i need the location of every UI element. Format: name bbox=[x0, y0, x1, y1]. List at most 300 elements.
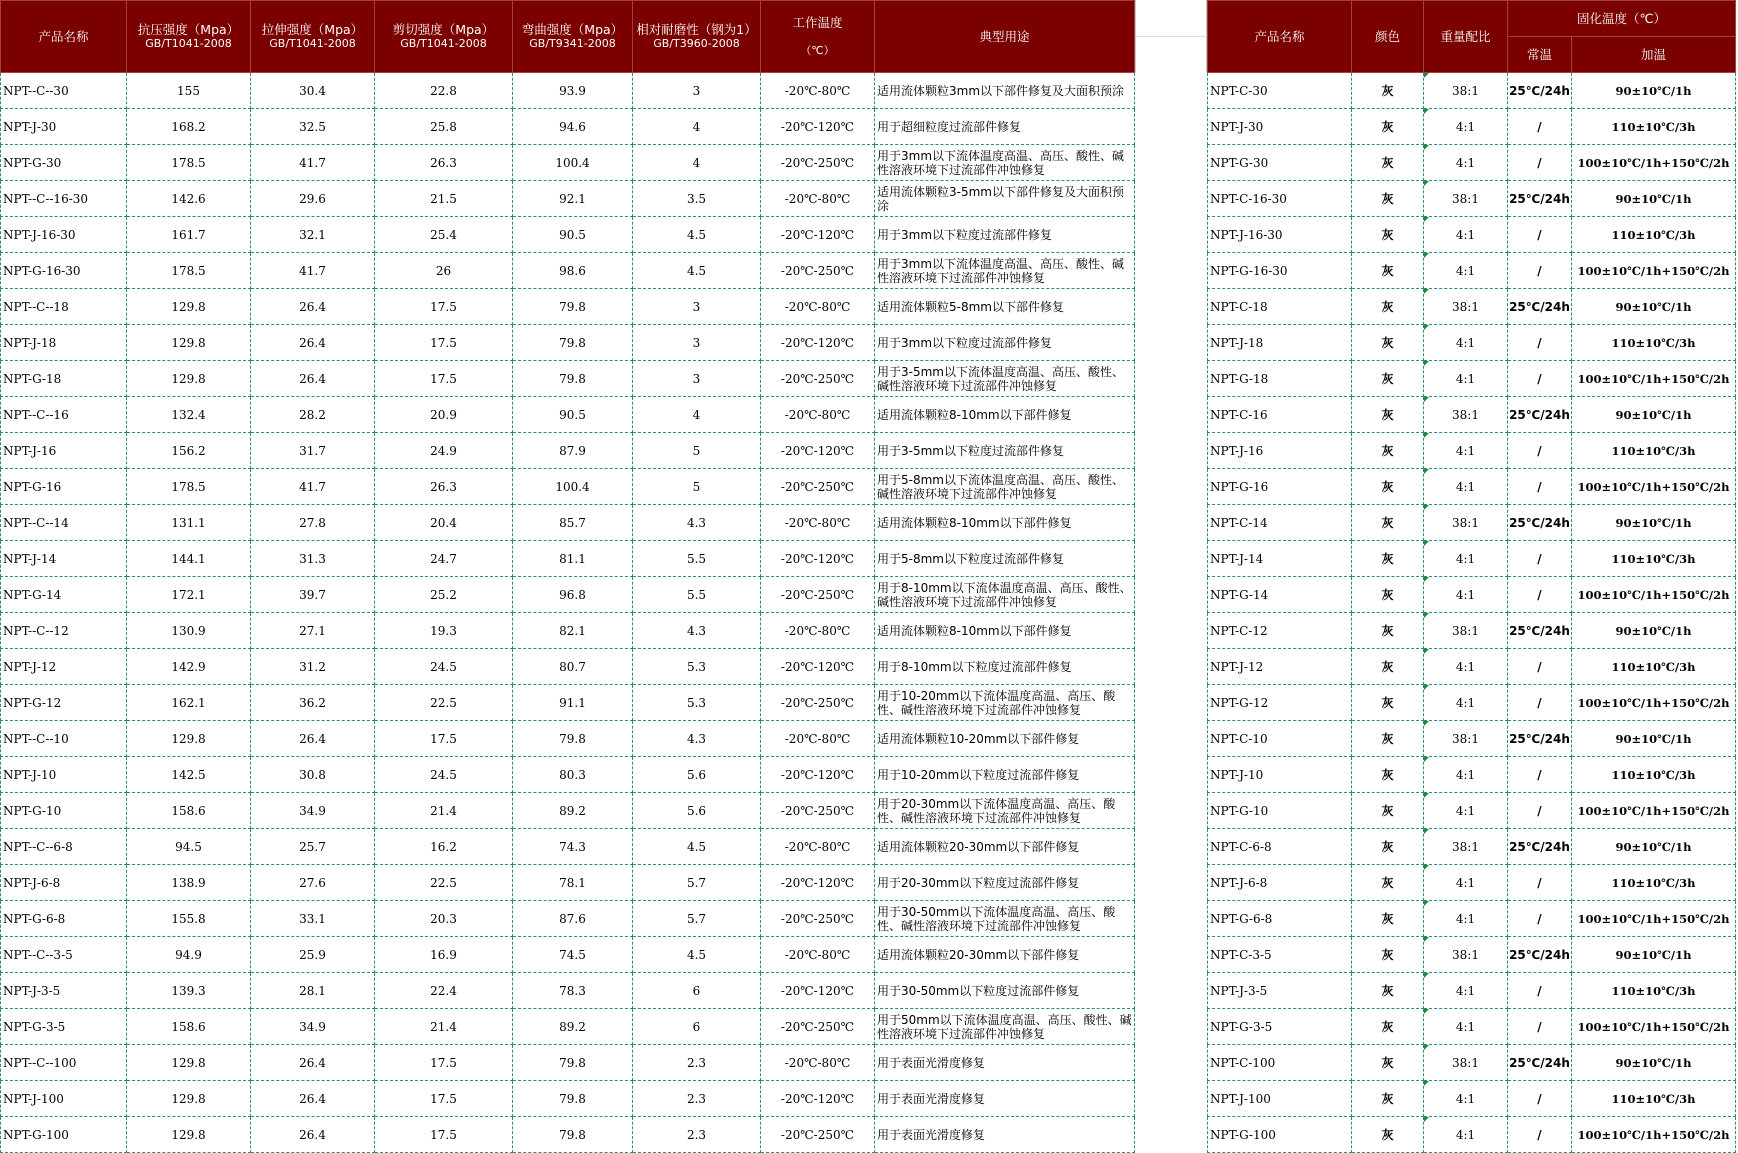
cell-heat-cure: 90±10℃/1h bbox=[1572, 937, 1736, 973]
spec-row bbox=[1, 1081, 1135, 1117]
cell-product-name: NPT--C--12 bbox=[1, 613, 127, 649]
cell-shear: 25.8 bbox=[375, 109, 513, 145]
cell-weight-ratio: 38:1 bbox=[1424, 289, 1508, 325]
cell-heat-cure: 100±10℃/1h+150℃/2h bbox=[1572, 577, 1736, 613]
cell-tensile: 26.4 bbox=[251, 1081, 375, 1117]
cell-tensile: 41.7 bbox=[251, 469, 375, 505]
spec-row bbox=[1, 397, 1135, 433]
cell-product-name: NPT-J-30 bbox=[1, 109, 127, 145]
cell-shear: 17.5 bbox=[375, 361, 513, 397]
spec-header-row bbox=[1, 1, 1135, 73]
curing-row bbox=[1208, 325, 1736, 361]
curing-row bbox=[1208, 361, 1736, 397]
cell-room-cure: / bbox=[1508, 685, 1572, 721]
cell-typical-use: 用于20-30mm以下粒度过流部件修复 bbox=[875, 865, 1135, 901]
spec-row bbox=[1, 325, 1135, 361]
cell-heat-cure: 100±10℃/1h+150℃/2h bbox=[1572, 1009, 1736, 1045]
cell-weight-ratio: 4:1 bbox=[1424, 469, 1508, 505]
cell-product-name: NPT--C--16 bbox=[1, 397, 127, 433]
cell-flexural: 92.1 bbox=[513, 181, 633, 217]
cell-product-name: NPT-C-100 bbox=[1208, 1045, 1352, 1081]
cell-weight-ratio: 4:1 bbox=[1424, 577, 1508, 613]
cell-product-name: NPT-J-10 bbox=[1208, 757, 1352, 793]
cell-flexural: 80.3 bbox=[513, 757, 633, 793]
cell-weight-ratio: 38:1 bbox=[1424, 829, 1508, 865]
spec-row bbox=[1, 181, 1135, 217]
cell-wear: 2.3 bbox=[633, 1081, 761, 1117]
cell-color: 灰 bbox=[1352, 433, 1424, 469]
cell-product-name: NPT-C-16-30 bbox=[1208, 181, 1352, 217]
cell-product-name: NPT-C-30 bbox=[1208, 73, 1352, 109]
header-curing-temperature: 固化温度（℃） bbox=[1508, 1, 1736, 37]
cell-tensile: 28.2 bbox=[251, 397, 375, 433]
cell-product-name: NPT-J-10 bbox=[1, 757, 127, 793]
header-room-temperature: 常温 bbox=[1508, 37, 1572, 73]
cell-wear: 4.5 bbox=[633, 937, 761, 973]
cell-color: 灰 bbox=[1352, 541, 1424, 577]
cell-product-name: NPT-G-3-5 bbox=[1, 1009, 127, 1045]
cell-work-temp: -20℃-120℃ bbox=[761, 649, 875, 685]
header-typical-use: 典型用途 bbox=[875, 1, 1135, 73]
cell-typical-use: 用于3-5mm以下流体温度高温、高压、酸性、碱性溶液环境下过流部件冲蚀修复 bbox=[875, 361, 1135, 397]
cell-heat-cure: 110±10℃/3h bbox=[1572, 433, 1736, 469]
cell-product-name: NPT-J-14 bbox=[1, 541, 127, 577]
cell-shear: 22.5 bbox=[375, 865, 513, 901]
cell-work-temp: -20℃-250℃ bbox=[761, 685, 875, 721]
cell-room-cure: / bbox=[1508, 361, 1572, 397]
cell-shear: 24.9 bbox=[375, 433, 513, 469]
cell-work-temp: -20℃-250℃ bbox=[761, 901, 875, 937]
cell-product-name: NPT-J-14 bbox=[1208, 541, 1352, 577]
cell-heat-cure: 100±10℃/1h+150℃/2h bbox=[1572, 361, 1736, 397]
cell-typical-use: 用于表面光滑度修复 bbox=[875, 1117, 1135, 1153]
cell-typical-use: 适用流体颗粒20-30mm以下部件修复 bbox=[875, 937, 1135, 973]
cell-tensile: 28.1 bbox=[251, 973, 375, 1009]
cell-flexural: 82.1 bbox=[513, 613, 633, 649]
cell-room-cure: 25℃/24h bbox=[1508, 397, 1572, 433]
cell-product-name: NPT-G-10 bbox=[1208, 793, 1352, 829]
cell-work-temp: -20℃-80℃ bbox=[761, 613, 875, 649]
cell-typical-use: 用于5-8mm以下流体温度高温、高压、酸性、碱性溶液环境下过流部件冲蚀修复 bbox=[875, 469, 1135, 505]
cell-shear: 24.5 bbox=[375, 649, 513, 685]
cell-product-name: NPT-J-12 bbox=[1208, 649, 1352, 685]
cell-tensile: 27.1 bbox=[251, 613, 375, 649]
cell-compressive: 129.8 bbox=[127, 721, 251, 757]
cell-work-temp: -20℃-120℃ bbox=[761, 757, 875, 793]
cell-product-name: NPT-C-14 bbox=[1208, 505, 1352, 541]
cell-wear: 2.3 bbox=[633, 1117, 761, 1153]
cell-tensile: 33.1 bbox=[251, 901, 375, 937]
cell-shear: 24.5 bbox=[375, 757, 513, 793]
cell-compressive: 144.1 bbox=[127, 541, 251, 577]
cell-flexural: 89.2 bbox=[513, 1009, 633, 1045]
cell-compressive: 94.9 bbox=[127, 937, 251, 973]
cell-weight-ratio: 38:1 bbox=[1424, 1045, 1508, 1081]
cell-product-name: NPT-G-6-8 bbox=[1, 901, 127, 937]
cell-flexural: 90.5 bbox=[513, 397, 633, 433]
curing-row bbox=[1208, 757, 1736, 793]
cell-typical-use: 适用流体颗粒8-10mm以下部件修复 bbox=[875, 505, 1135, 541]
curing-row bbox=[1208, 685, 1736, 721]
cell-compressive: 129.8 bbox=[127, 1117, 251, 1153]
curing-row bbox=[1208, 937, 1736, 973]
cell-work-temp: -20℃-250℃ bbox=[761, 361, 875, 397]
cell-heat-cure: 110±10℃/3h bbox=[1572, 217, 1736, 253]
cell-color: 灰 bbox=[1352, 937, 1424, 973]
cell-flexural: 89.2 bbox=[513, 793, 633, 829]
cell-product-name: NPT-J-18 bbox=[1, 325, 127, 361]
cell-color: 灰 bbox=[1352, 181, 1424, 217]
cell-product-name: NPT--C--18 bbox=[1, 289, 127, 325]
cell-color: 灰 bbox=[1352, 1045, 1424, 1081]
cell-compressive: 138.9 bbox=[127, 865, 251, 901]
cell-weight-ratio: 38:1 bbox=[1424, 505, 1508, 541]
cell-compressive: 94.5 bbox=[127, 829, 251, 865]
spec-row bbox=[1, 829, 1135, 865]
cell-tensile: 31.2 bbox=[251, 649, 375, 685]
spec-row bbox=[1, 541, 1135, 577]
cell-shear: 17.5 bbox=[375, 1117, 513, 1153]
cell-compressive: 178.5 bbox=[127, 145, 251, 181]
cell-work-temp: -20℃-80℃ bbox=[761, 829, 875, 865]
cell-work-temp: -20℃-80℃ bbox=[761, 289, 875, 325]
cell-work-temp: -20℃-80℃ bbox=[761, 181, 875, 217]
curing-row bbox=[1208, 505, 1736, 541]
cell-weight-ratio: 4:1 bbox=[1424, 361, 1508, 397]
cell-tensile: 26.4 bbox=[251, 1045, 375, 1081]
cell-compressive: 142.9 bbox=[127, 649, 251, 685]
cell-wear: 4 bbox=[633, 109, 761, 145]
cell-product-name: NPT--C--30 bbox=[1, 73, 127, 109]
curing-row bbox=[1208, 289, 1736, 325]
spec-row bbox=[1, 145, 1135, 181]
curing-row bbox=[1208, 793, 1736, 829]
cell-flexural: 90.5 bbox=[513, 217, 633, 253]
cell-work-temp: -20℃-120℃ bbox=[761, 433, 875, 469]
curing-row bbox=[1208, 1009, 1736, 1045]
cell-typical-use: 用于5-8mm以下粒度过流部件修复 bbox=[875, 541, 1135, 577]
cell-tensile: 26.4 bbox=[251, 325, 375, 361]
cell-flexural: 78.1 bbox=[513, 865, 633, 901]
cell-heat-cure: 90±10℃/1h bbox=[1572, 721, 1736, 757]
cell-product-name: NPT-J-12 bbox=[1, 649, 127, 685]
cell-weight-ratio: 4:1 bbox=[1424, 1081, 1508, 1117]
curing-row bbox=[1208, 649, 1736, 685]
cell-typical-use: 用于3mm以下流体温度高温、高压、酸性、碱性溶液环境下过流部件冲蚀修复 bbox=[875, 145, 1135, 181]
cell-color: 灰 bbox=[1352, 901, 1424, 937]
cell-work-temp: -20℃-250℃ bbox=[761, 1009, 875, 1045]
cell-heat-cure: 100±10℃/1h+150℃/2h bbox=[1572, 469, 1736, 505]
cell-weight-ratio: 4:1 bbox=[1424, 793, 1508, 829]
cell-product-name: NPT-C-3-5 bbox=[1208, 937, 1352, 973]
spec-row bbox=[1, 1045, 1135, 1081]
header-product-name-2: 产品名称 bbox=[1208, 1, 1352, 73]
curing-row bbox=[1208, 577, 1736, 613]
curing-row bbox=[1208, 253, 1736, 289]
cell-flexural: 74.5 bbox=[513, 937, 633, 973]
cell-shear: 21.4 bbox=[375, 793, 513, 829]
cell-work-temp: -20℃-120℃ bbox=[761, 109, 875, 145]
cell-typical-use: 用于10-20mm以下流体温度高温、高压、酸性、碱性溶液环境下过流部件冲蚀修复 bbox=[875, 685, 1135, 721]
cell-product-name: NPT-J-16-30 bbox=[1, 217, 127, 253]
cell-weight-ratio: 4:1 bbox=[1424, 973, 1508, 1009]
spec-row bbox=[1, 217, 1135, 253]
cell-product-name: NPT-J-6-8 bbox=[1, 865, 127, 901]
spec-row bbox=[1, 109, 1135, 145]
cell-shear: 22.4 bbox=[375, 973, 513, 1009]
cell-typical-use: 适用流体颗粒20-30mm以下部件修复 bbox=[875, 829, 1135, 865]
cell-color: 灰 bbox=[1352, 613, 1424, 649]
cell-wear: 4.3 bbox=[633, 613, 761, 649]
cell-flexural: 94.6 bbox=[513, 109, 633, 145]
cell-work-temp: -20℃-250℃ bbox=[761, 469, 875, 505]
cell-tensile: 26.4 bbox=[251, 1117, 375, 1153]
cell-color: 灰 bbox=[1352, 145, 1424, 181]
curing-row bbox=[1208, 217, 1736, 253]
cell-flexural: 100.4 bbox=[513, 469, 633, 505]
curing-row bbox=[1208, 181, 1736, 217]
cell-product-name: NPT-G-12 bbox=[1208, 685, 1352, 721]
cell-color: 灰 bbox=[1352, 865, 1424, 901]
spec-row bbox=[1, 937, 1135, 973]
cell-product-name: NPT-G-18 bbox=[1208, 361, 1352, 397]
cell-compressive: 132.4 bbox=[127, 397, 251, 433]
cell-product-name: NPT-G-6-8 bbox=[1208, 901, 1352, 937]
cell-wear: 4 bbox=[633, 145, 761, 181]
cell-wear: 4.3 bbox=[633, 721, 761, 757]
cell-tensile: 32.1 bbox=[251, 217, 375, 253]
cell-room-cure: / bbox=[1508, 253, 1572, 289]
cell-tensile: 32.5 bbox=[251, 109, 375, 145]
cell-work-temp: -20℃-250℃ bbox=[761, 577, 875, 613]
cell-heat-cure: 110±10℃/3h bbox=[1572, 973, 1736, 1009]
cell-flexural: 91.1 bbox=[513, 685, 633, 721]
cell-color: 灰 bbox=[1352, 505, 1424, 541]
cell-wear: 5.7 bbox=[633, 865, 761, 901]
cell-tensile: 31.3 bbox=[251, 541, 375, 577]
cell-wear: 3 bbox=[633, 289, 761, 325]
cell-shear: 16.2 bbox=[375, 829, 513, 865]
cell-compressive: 129.8 bbox=[127, 325, 251, 361]
curing-row bbox=[1208, 109, 1736, 145]
cell-tensile: 29.6 bbox=[251, 181, 375, 217]
spec-row bbox=[1, 1009, 1135, 1045]
cell-product-name: NPT-G-10 bbox=[1, 793, 127, 829]
cell-compressive: 168.2 bbox=[127, 109, 251, 145]
header-color: 颜色 bbox=[1352, 1, 1424, 73]
spec-row bbox=[1, 1117, 1135, 1153]
cell-heat-cure: 110±10℃/3h bbox=[1572, 541, 1736, 577]
cell-shear: 26.3 bbox=[375, 469, 513, 505]
cell-color: 灰 bbox=[1352, 73, 1424, 109]
cell-tensile: 34.9 bbox=[251, 793, 375, 829]
cell-heat-cure: 100±10℃/1h+150℃/2h bbox=[1572, 1117, 1736, 1153]
cell-product-name: NPT--C--14 bbox=[1, 505, 127, 541]
cell-typical-use: 用于30-50mm以下流体温度高温、高压、酸性、碱性溶液环境下过流部件冲蚀修复 bbox=[875, 901, 1135, 937]
cell-typical-use: 用于3mm以下流体温度高温、高压、酸性、碱性溶液环境下过流部件冲蚀修复 bbox=[875, 253, 1135, 289]
cell-shear: 20.4 bbox=[375, 505, 513, 541]
cell-flexural: 79.8 bbox=[513, 1117, 633, 1153]
cell-room-cure: / bbox=[1508, 757, 1572, 793]
curing-row bbox=[1208, 973, 1736, 1009]
cell-room-cure: / bbox=[1508, 325, 1572, 361]
cell-weight-ratio: 4:1 bbox=[1424, 253, 1508, 289]
cell-color: 灰 bbox=[1352, 253, 1424, 289]
curing-row bbox=[1208, 397, 1736, 433]
cell-color: 灰 bbox=[1352, 829, 1424, 865]
cell-heat-cure: 100±10℃/1h+150℃/2h bbox=[1572, 901, 1736, 937]
cell-shear: 19.3 bbox=[375, 613, 513, 649]
spec-row bbox=[1, 613, 1135, 649]
cell-tensile: 27.8 bbox=[251, 505, 375, 541]
cell-compressive: 155.8 bbox=[127, 901, 251, 937]
header-working-temperature: 工作温度 （℃） bbox=[761, 1, 875, 73]
cell-room-cure: 25℃/24h bbox=[1508, 289, 1572, 325]
cell-product-name: NPT-J-18 bbox=[1208, 325, 1352, 361]
cell-product-name: NPT-G-16 bbox=[1, 469, 127, 505]
cell-shear: 17.5 bbox=[375, 289, 513, 325]
cell-tensile: 26.4 bbox=[251, 361, 375, 397]
cell-product-name: NPT-C-6-8 bbox=[1208, 829, 1352, 865]
spec-row bbox=[1, 901, 1135, 937]
cell-work-temp: -20℃-250℃ bbox=[761, 145, 875, 181]
cell-flexural: 80.7 bbox=[513, 649, 633, 685]
cell-flexural: 78.3 bbox=[513, 973, 633, 1009]
cell-compressive: 155 bbox=[127, 73, 251, 109]
cell-typical-use: 用于3-5mm以下粒度过流部件修复 bbox=[875, 433, 1135, 469]
cell-heat-cure: 100±10℃/1h+150℃/2h bbox=[1572, 793, 1736, 829]
cell-compressive: 129.8 bbox=[127, 1081, 251, 1117]
spec-row bbox=[1, 685, 1135, 721]
cell-wear: 3 bbox=[633, 325, 761, 361]
header-flexural-strength: 弯曲强度（Mpa） GB/T9341-2008 bbox=[513, 1, 633, 73]
cell-product-name: NPT--C--10 bbox=[1, 721, 127, 757]
cell-work-temp: -20℃-80℃ bbox=[761, 1045, 875, 1081]
cell-heat-cure: 90±10℃/1h bbox=[1572, 397, 1736, 433]
cell-weight-ratio: 38:1 bbox=[1424, 73, 1508, 109]
cell-product-name: NPT-G-18 bbox=[1, 361, 127, 397]
cell-weight-ratio: 4:1 bbox=[1424, 541, 1508, 577]
cell-weight-ratio: 4:1 bbox=[1424, 649, 1508, 685]
cell-compressive: 178.5 bbox=[127, 469, 251, 505]
header-wear-resistance: 相对耐磨性（钢为1） GB/T3960-2008 bbox=[633, 1, 761, 73]
cell-shear: 22.8 bbox=[375, 73, 513, 109]
cell-tensile: 26.4 bbox=[251, 721, 375, 757]
spec-row bbox=[1, 721, 1135, 757]
cell-work-temp: -20℃-120℃ bbox=[761, 541, 875, 577]
spec-row bbox=[1, 865, 1135, 901]
cell-product-name: NPT-G-30 bbox=[1, 145, 127, 181]
cell-tensile: 30.8 bbox=[251, 757, 375, 793]
cell-room-cure: / bbox=[1508, 1081, 1572, 1117]
cell-color: 灰 bbox=[1352, 109, 1424, 145]
cell-work-temp: -20℃-80℃ bbox=[761, 73, 875, 109]
cell-product-name: NPT-C-10 bbox=[1208, 721, 1352, 757]
cell-flexural: 85.7 bbox=[513, 505, 633, 541]
cell-wear: 4.3 bbox=[633, 505, 761, 541]
cell-tensile: 41.7 bbox=[251, 145, 375, 181]
cell-product-name: NPT-G-100 bbox=[1, 1117, 127, 1153]
cell-typical-use: 用于表面光滑度修复 bbox=[875, 1045, 1135, 1081]
cell-flexural: 79.8 bbox=[513, 289, 633, 325]
cell-typical-use: 用于50mm以下流体温度高温、高压、酸性、碱性溶液环境下过流部件冲蚀修复 bbox=[875, 1009, 1135, 1045]
cell-shear: 17.5 bbox=[375, 721, 513, 757]
cell-tensile: 39.7 bbox=[251, 577, 375, 613]
cell-shear: 22.5 bbox=[375, 685, 513, 721]
cell-shear: 21.5 bbox=[375, 181, 513, 217]
spec-row bbox=[1, 649, 1135, 685]
curing-table bbox=[1207, 0, 1736, 1153]
curing-row bbox=[1208, 1081, 1736, 1117]
cell-shear: 25.2 bbox=[375, 577, 513, 613]
cell-wear: 6 bbox=[633, 973, 761, 1009]
cell-typical-use: 用于3mm以下粒度过流部件修复 bbox=[875, 325, 1135, 361]
header-tensile-strength: 拉伸强度（Mpa） GB/T1041-2008 bbox=[251, 1, 375, 73]
curing-row bbox=[1208, 469, 1736, 505]
cell-wear: 5.6 bbox=[633, 757, 761, 793]
cell-flexural: 74.3 bbox=[513, 829, 633, 865]
header-heated: 加温 bbox=[1572, 37, 1736, 73]
cell-flexural: 100.4 bbox=[513, 145, 633, 181]
cell-weight-ratio: 38:1 bbox=[1424, 613, 1508, 649]
cell-room-cure: / bbox=[1508, 1009, 1572, 1045]
cell-work-temp: -20℃-120℃ bbox=[761, 217, 875, 253]
cell-product-name: NPT-G-14 bbox=[1208, 577, 1352, 613]
cell-compressive: 142.6 bbox=[127, 181, 251, 217]
cell-color: 灰 bbox=[1352, 685, 1424, 721]
cell-typical-use: 适用流体颗粒3-5mm以下部件修复及大面积预涂 bbox=[875, 181, 1135, 217]
cell-heat-cure: 110±10℃/3h bbox=[1572, 325, 1736, 361]
cell-flexural: 87.9 bbox=[513, 433, 633, 469]
cell-shear: 24.7 bbox=[375, 541, 513, 577]
cell-wear: 4.5 bbox=[633, 217, 761, 253]
curing-row bbox=[1208, 901, 1736, 937]
cell-weight-ratio: 4:1 bbox=[1424, 757, 1508, 793]
spec-row bbox=[1, 433, 1135, 469]
cell-weight-ratio: 4:1 bbox=[1424, 433, 1508, 469]
spec-row bbox=[1, 577, 1135, 613]
cell-product-name: NPT--C--16-30 bbox=[1, 181, 127, 217]
cell-wear: 3 bbox=[633, 361, 761, 397]
spec-row bbox=[1, 505, 1135, 541]
cell-compressive: 156.2 bbox=[127, 433, 251, 469]
cell-color: 灰 bbox=[1352, 649, 1424, 685]
cell-weight-ratio: 4:1 bbox=[1424, 685, 1508, 721]
cell-weight-ratio: 4:1 bbox=[1424, 109, 1508, 145]
cell-compressive: 161.7 bbox=[127, 217, 251, 253]
header-weight-ratio: 重量配比 bbox=[1424, 1, 1508, 73]
cell-typical-use: 适用流体颗粒8-10mm以下部件修复 bbox=[875, 613, 1135, 649]
cell-shear: 26 bbox=[375, 253, 513, 289]
cell-compressive: 178.5 bbox=[127, 253, 251, 289]
spec-row bbox=[1, 253, 1135, 289]
cell-flexural: 93.9 bbox=[513, 73, 633, 109]
cell-shear: 20.9 bbox=[375, 397, 513, 433]
cell-product-name: NPT-J-6-8 bbox=[1208, 865, 1352, 901]
cell-compressive: 129.8 bbox=[127, 361, 251, 397]
spec-row bbox=[1, 469, 1135, 505]
spec-row bbox=[1, 973, 1135, 1009]
cell-product-name: NPT-G-16-30 bbox=[1, 253, 127, 289]
cell-heat-cure: 100±10℃/1h+150℃/2h bbox=[1572, 145, 1736, 181]
cell-heat-cure: 90±10℃/1h bbox=[1572, 73, 1736, 109]
cell-tensile: 30.4 bbox=[251, 73, 375, 109]
cell-flexural: 96.8 bbox=[513, 577, 633, 613]
cell-shear: 16.9 bbox=[375, 937, 513, 973]
spec-row bbox=[1, 793, 1135, 829]
curing-row bbox=[1208, 613, 1736, 649]
cell-room-cure: / bbox=[1508, 865, 1572, 901]
